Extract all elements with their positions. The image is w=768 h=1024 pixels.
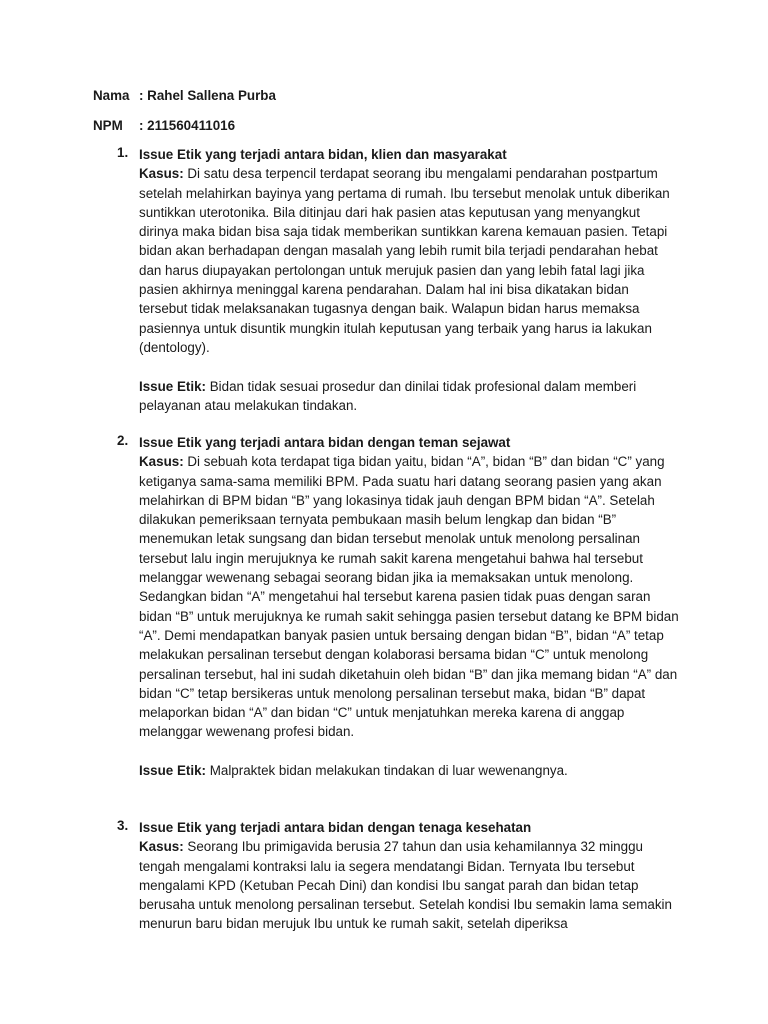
name-value: : Rahel Sallena Purba [139, 88, 276, 103]
kasus-paragraph [139, 452, 679, 741]
item-title: Issue Etik yang terjadi antara bidan dengan teman sejawat [139, 435, 511, 450]
issue-label: Issue Etik: [139, 763, 206, 779]
item-title: Issue Etik yang terjadi antara bidan, klien dan masyarakat [139, 147, 507, 162]
issue-text: Malpraktek bidan melakukan tindakan di luar wewenangnya. [209, 763, 568, 779]
issue-item-1 [0, 145, 768, 415]
kasus-text: Di sebuah kota terdapat tiga bidan yaitu, bidan “A”, bidan “B” dan bidan “C” yang ketiganya sama-sama memiliki BPM. Pada suatu hari datang seorang pasien yang akan melahirkan di BPM bidan “B” yang lokasinya tidak jauh dengan BPM bidan “A”. Setelah dilakukan pemeriksaan ternyata pembukaan masih belum lengkap dan bidan “B” menemukan letak sungsang dan bidan tersebut menolak untuk menolong persalinan tersebut lalu ingin merujuknya ke rumah sakit karena mengetahui bahwa hal tersebut melanggar wewenang sebagai seorang bidan jika ia memaksakan untuk menolong. Sedangkan bidan “A” mengetahui hal tersebut karena pasien tidak puas dengan saran bidan “B” untuk merujuknya ke rumah sakit sehingga pasien tersebut datang ke BPM bidan “A”. Demi mendapatkan banyak pasien untuk bersaing dengan bidan “B”, bidan “A” tetap melakukan persalinan tersebut dengan kolaborasi bersama bidan “C” untuk menolong persalinan tersebut, hal ini sudah diketahuin oleh bidan “B” dan jika memang bidan “A” dan bidan “C” tetap bersikeras untuk menolong persalinan tersebut maka, bidan “B” dapat melaporkan bidan “A” dan bidan “C” untuk menjatuhkan mereka karena di anggap melanggar wewenang profesi bidan. [139, 454, 679, 740]
issue-paragraph [139, 761, 679, 780]
npm-label: NPM [93, 118, 123, 133]
npm-value: : 211560411016 [139, 118, 236, 133]
item-title: Issue Etik yang terjadi antara bidan dengan tenaga kesehatan [139, 820, 532, 835]
name-row [93, 88, 276, 103]
issue-item-2 [0, 433, 768, 780]
item-number: 1. [117, 145, 129, 160]
item-number: 3. [117, 818, 129, 833]
kasus-label: Kasus: [139, 839, 184, 855]
issue-text: Bidan tidak sesuai prosedur dan dinilai tidak profesional dalam memberi pelayanan atau melakukan tindakan. [139, 378, 637, 413]
npm-row [93, 118, 235, 133]
kasus-text: Seorang Ibu primigavida berusia 27 tahun dan usia kehamilannya 32 minggu tengah mengalami kontraksi lalu ia segera mendatangi Bidan. Ternyata Ibu tersebut mengalami KPD (Ketuban Pecah Dini) dan kondisi Ibu sangat parah dan bidan tetap berusaha untuk menolong persalinan tersebut. Setelah kondisi Ibu semakin lama semakin menurun baru bidan merujuk Ibu untuk ke rumah sakit, setelah diperiksa [139, 839, 672, 932]
kasus-label: Kasus: [139, 454, 184, 470]
kasus-text: Di satu desa terpencil terdapat seorang ibu mengalami pendarahan postpartum setelah melahirkan bayinya yang pertama di rumah. Ibu tersebut menolak untuk diberikan suntikkan uterotonika. Bila ditinjau dari hak pasien atas keputusan yang menyangkut dirinya maka bidan bisa saja tidak memberikan suntikkan karena kemauan pasien. Tetapi bidan akan berhadapan dengan masalah yang lebih rumit bila terjadi pendarahan hebat dan harus diupayakan pertolongan untuk merujuk pasien dan yang lebih fatal lagi jika pasien akhirnya meninggal karena pendarahan. Dalam hal ini bisa dikatakan bidan tersebut tidak melaksanakan tugasnya dengan baik. Walapun bidan harus memaksa pasiennya untuk disuntik mungkin itulah keputusan yang terbaik yang harus ia lakukan (dentology). [139, 166, 670, 355]
issue-item-3 [0, 818, 768, 934]
kasus-paragraph [139, 837, 679, 933]
kasus-paragraph [139, 164, 679, 357]
issue-label: Issue Etik: [139, 378, 206, 394]
issue-paragraph [139, 377, 679, 416]
item-number: 2. [117, 433, 129, 448]
name-label: Nama [93, 88, 130, 103]
kasus-label: Kasus: [139, 166, 184, 182]
